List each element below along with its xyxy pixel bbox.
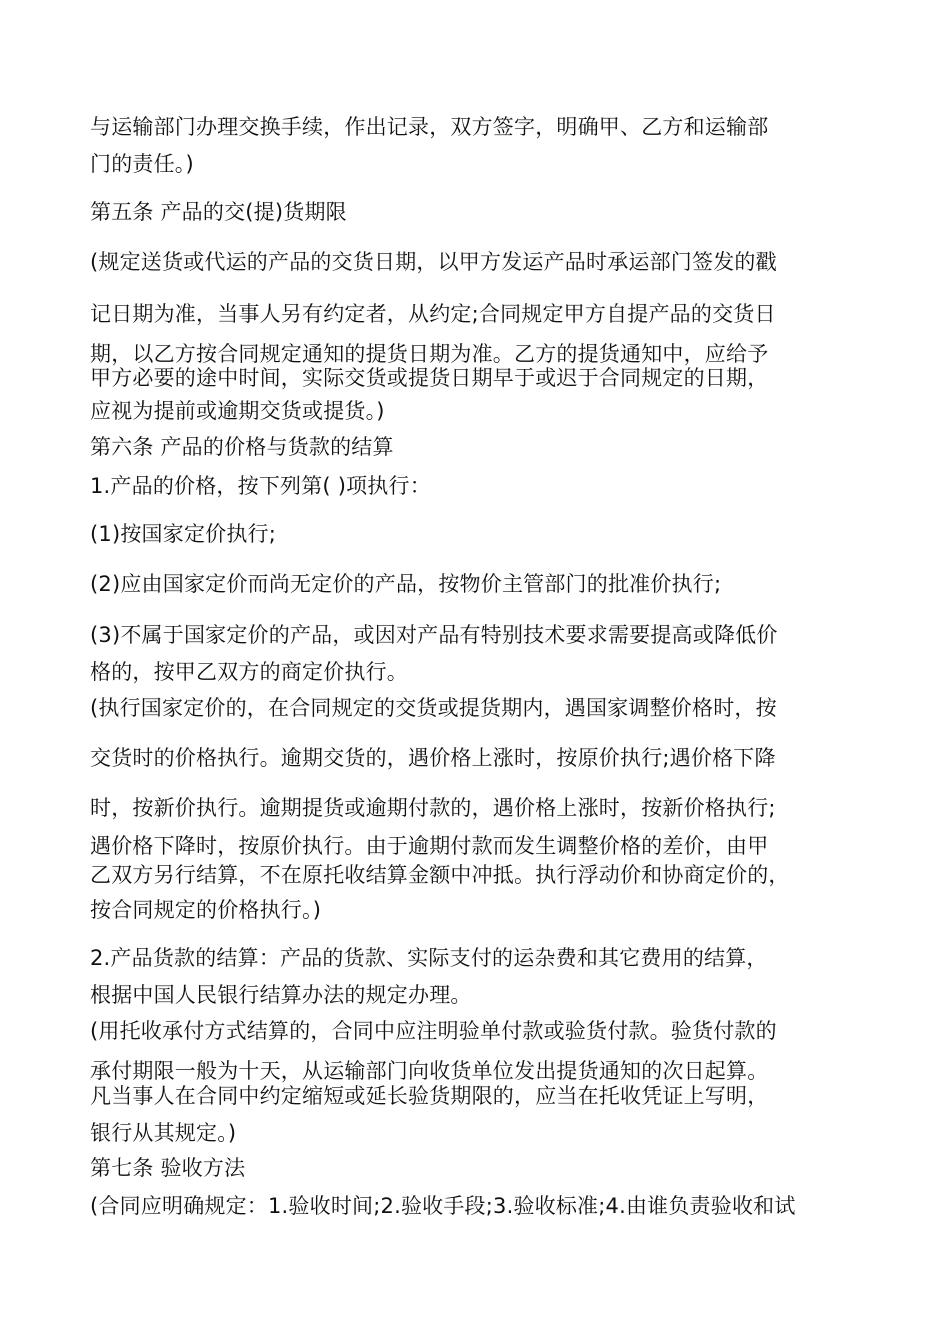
text-line: 与运输部门办理交换手续，作出记录，双方签字，明确甲、乙方和运输部 bbox=[90, 115, 769, 139]
text-line: (执行国家定价的，在合同规定的交货或提货期内，遇国家调整价格时，按 bbox=[90, 696, 777, 720]
text-line: 1.产品的价格，按下列第( )项执行： bbox=[90, 474, 431, 498]
text-line: (用托收承付方式结算的，合同中应注明验单付款或验货付款。验货付款的 bbox=[90, 1019, 777, 1043]
text-line: 交货时的价格执行。逾期交货的，遇价格上涨时，按原价执行;遇价格下降 bbox=[90, 746, 776, 770]
text-line: (3)不属于国家定价的产品，或因对产品有特别技术要求需要提高或降低价 bbox=[90, 623, 778, 647]
text-line: (2)应由国家定价而尚无定价的产品，按物价主管部门的批准价执行; bbox=[90, 572, 722, 596]
text-line: (规定送货或代运的产品的交货日期，以甲方发运产品时承运部门签发的戳 bbox=[90, 250, 777, 274]
text-line: 按合同规定的价格执行。) bbox=[90, 898, 322, 922]
text-line: 凡当事人在合同中约定缩短或延长验货期限的，应当在托收凭证上写明， bbox=[90, 1084, 769, 1108]
text-line: 期，以乙方按合同规定通知的提货日期为准。乙方的提货通知中，应给予 bbox=[90, 342, 769, 366]
section-heading: 第七条 验收方法 bbox=[90, 1156, 246, 1180]
section-heading: 第六条 产品的价格与货款的结算 bbox=[90, 435, 394, 459]
text-line: 遇价格下降时，按原价执行。由于逾期付款而发生调整价格的差价，由甲 bbox=[90, 834, 769, 858]
text-line: 承付期限一般为十天，从运输部门向收货单位发出提货通知的次日起算。 bbox=[90, 1059, 769, 1083]
text-line: 甲方必要的途中时间，实际交货或提货日期早于或迟于合同规定的日期， bbox=[90, 366, 769, 390]
text-line: 时，按新价执行。逾期提货或逾期付款的，遇价格上涨时，按新价格执行; bbox=[90, 796, 776, 820]
text-line: 格的，按甲乙双方的商定价执行。 bbox=[90, 660, 408, 684]
section-heading: 第五条 产品的交(提)货期限 bbox=[90, 200, 347, 224]
text-line: 记日期为准，当事人另有约定者，从约定;合同规定甲方自提产品的交货日 bbox=[90, 302, 776, 326]
text-line: 2.产品货款的结算：产品的货款、实际支付的运杂费和其它费用的结算， bbox=[90, 946, 768, 970]
text-line: (1)按国家定价执行; bbox=[90, 522, 277, 546]
text-line: 乙双方另行结算，不在原托收结算金额中冲抵。执行浮动价和协商定价的， bbox=[90, 863, 790, 887]
text-line: (合同应明确规定：1.验收时间;2.验收手段;3.验收标准;4.由谁负责验收和试 bbox=[90, 1194, 796, 1218]
text-line: 门的责任。) bbox=[90, 152, 194, 176]
text-line: 根据中国人民银行结算办法的规定办理。 bbox=[90, 983, 472, 1007]
text-line: 银行从其规定。) bbox=[90, 1121, 237, 1145]
text-line: 应视为提前或逾期交货或提货。) bbox=[90, 399, 385, 423]
